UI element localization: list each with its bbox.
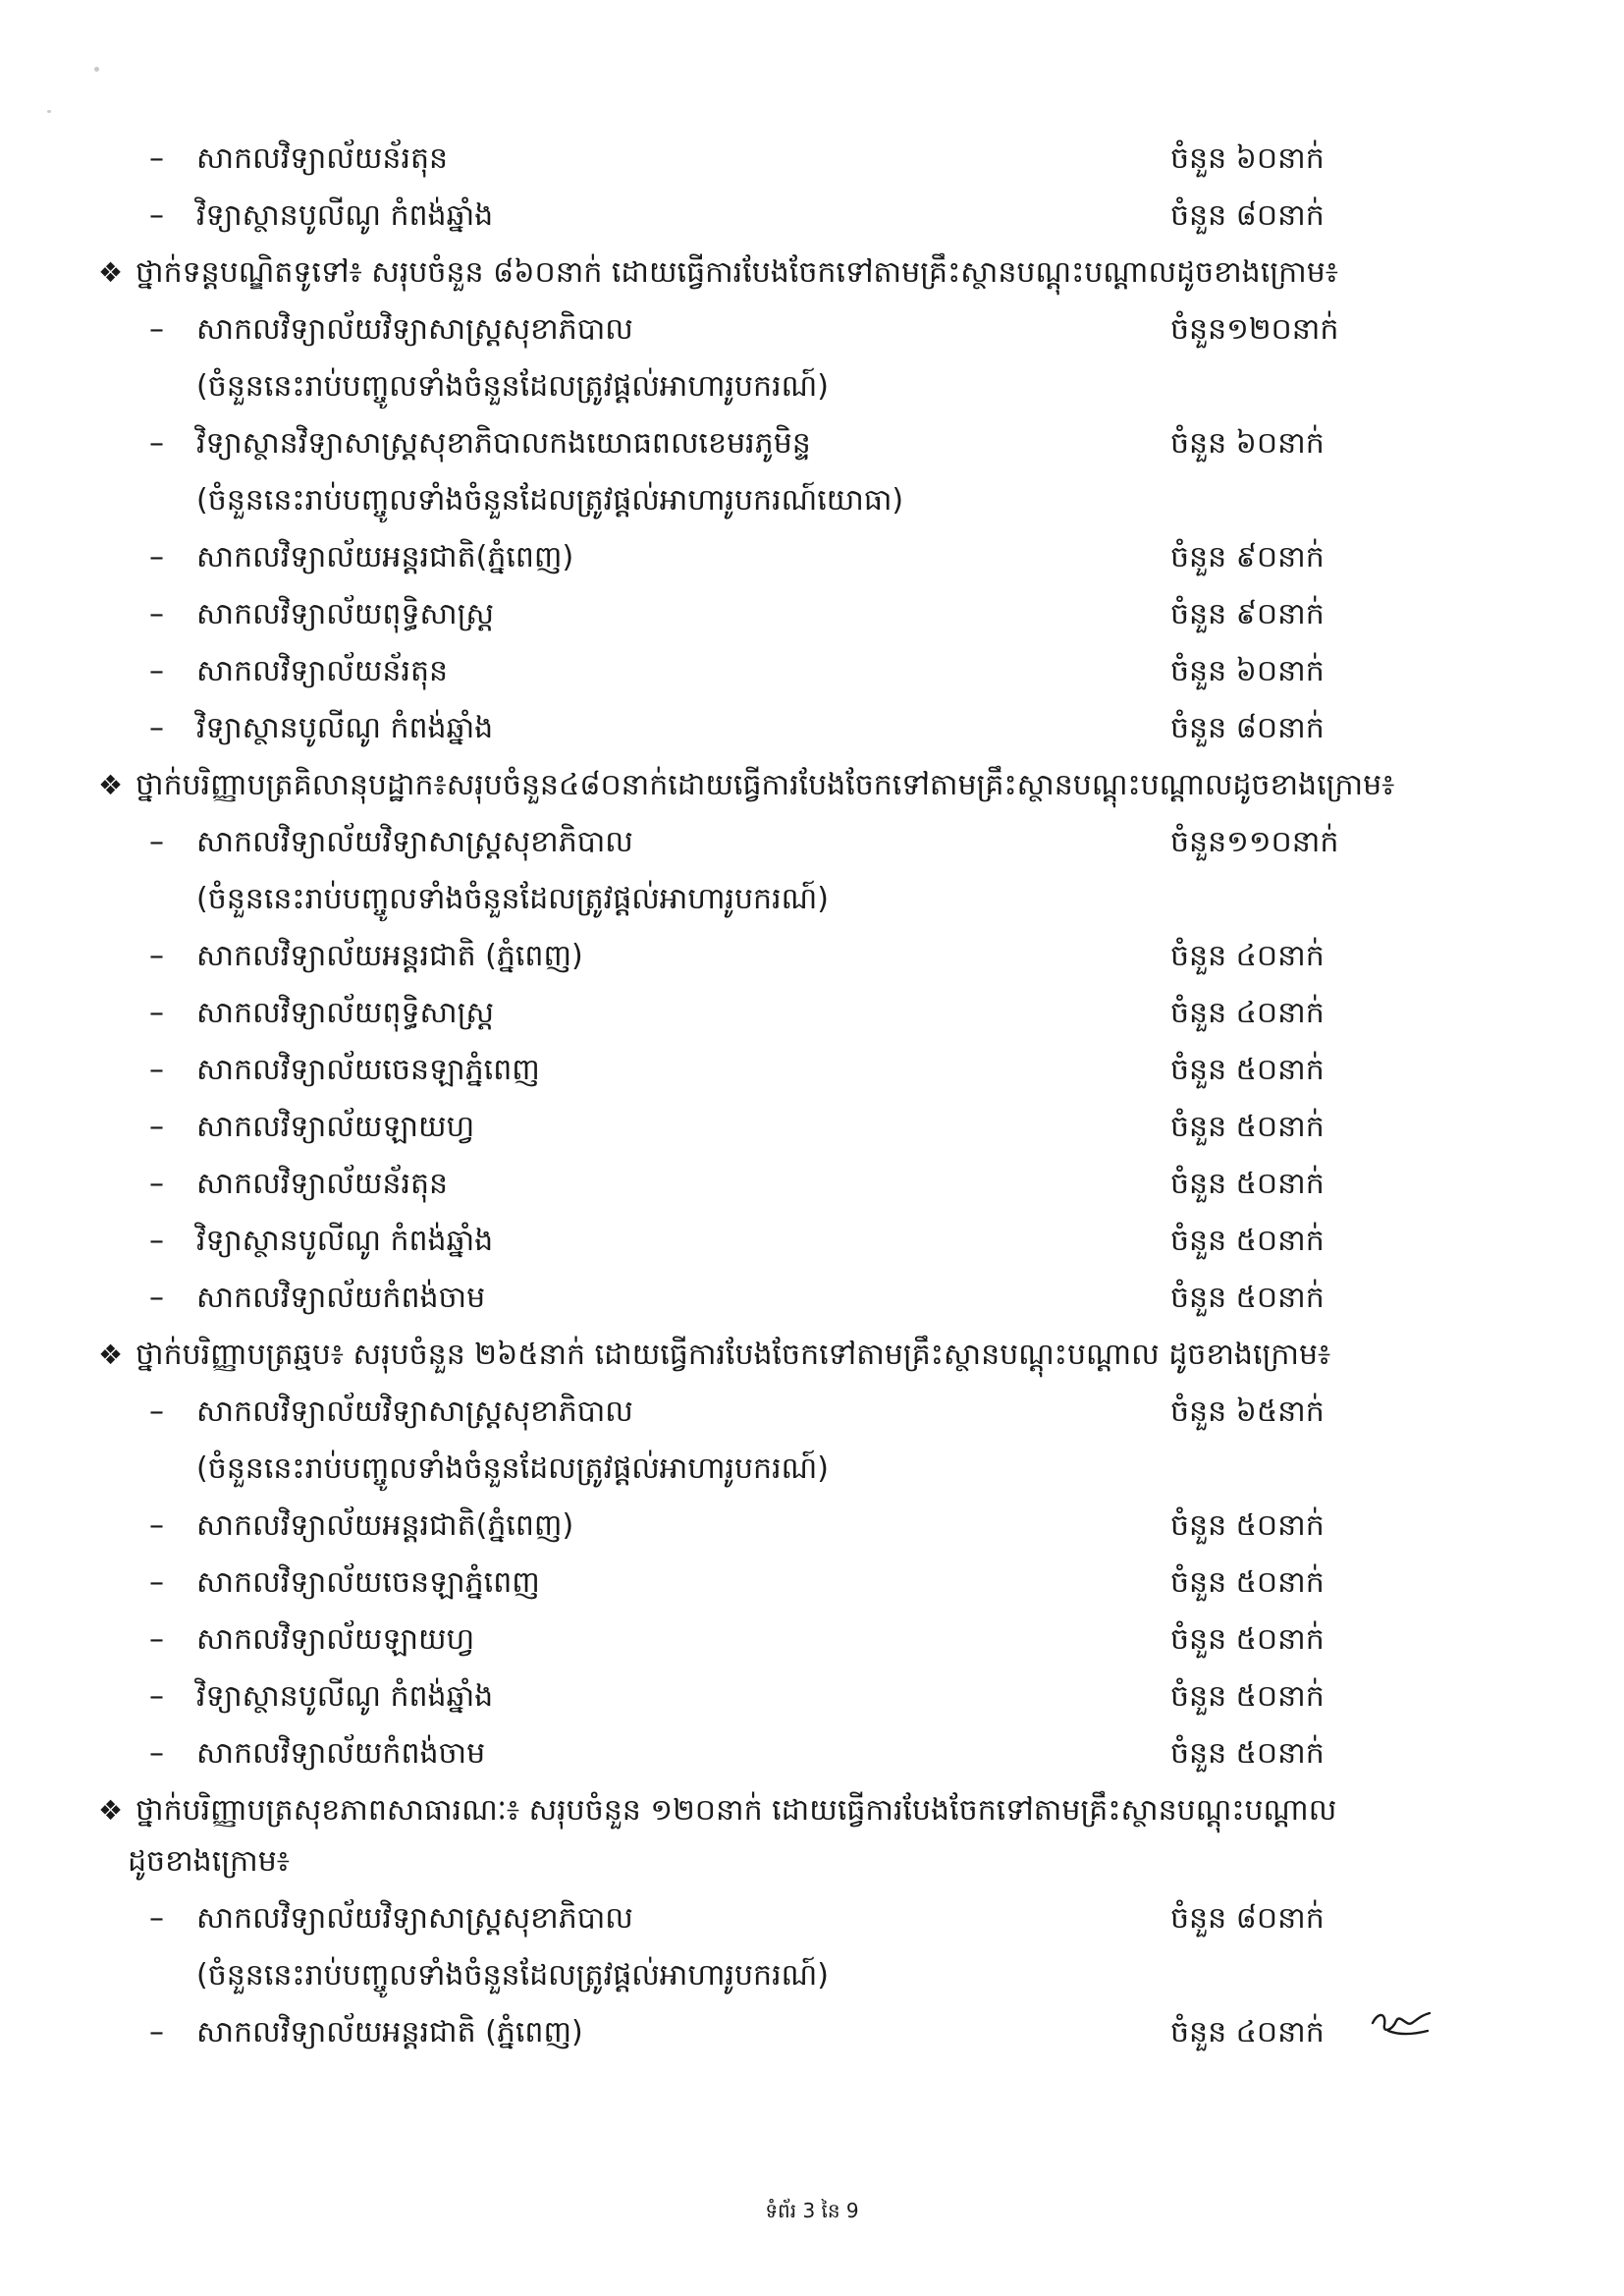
diamond-bullet-icon: ❖ (98, 769, 124, 801)
row-item (0, 1159, 1624, 1210)
institution-name: សាកលវិទ្យាល័យឡាយហ្វ (196, 1622, 475, 1657)
list-dash: – (149, 711, 164, 745)
note-text: (ចំនួននេះរាប់បញ្ចូលទាំងចំនួនដែលត្រូវផ្ដល់អាហារូបករណ៍) (196, 1958, 829, 1993)
quota-count: ចំនួន ៦០នាក់ (1170, 426, 1325, 461)
list-dash: – (149, 597, 164, 631)
list-dash: – (149, 1167, 164, 1201)
row-item (0, 1387, 1624, 1438)
list-dash: – (149, 312, 164, 347)
note-text: (ចំនួននេះរាប់បញ្ចូលទាំងចំនួនដែលត្រូវផ្ដល់អាហារូបករណ៍យោធា) (196, 483, 904, 518)
list-dash: – (149, 1508, 164, 1543)
list-dash: – (149, 1053, 164, 1087)
list-dash: – (149, 1224, 164, 1258)
quota-count: ចំនួន ៥០នាក់ (1170, 1508, 1325, 1543)
institution-name: សាកលវិទ្យាល័យចេនឡាភ្នំពេញ (196, 1053, 540, 1087)
row-item (0, 418, 1624, 469)
list-dash: – (149, 1110, 164, 1144)
row-heading-cont (0, 1836, 1624, 1887)
row-item (0, 1614, 1624, 1666)
list-dash: – (149, 141, 164, 176)
quota-count: ចំនួន ៥០នាក់ (1170, 1281, 1325, 1315)
quota-count: ចំនួន ៥០នាក់ (1170, 1224, 1325, 1258)
row-heading (0, 760, 1624, 811)
row-item (0, 1273, 1624, 1324)
row-item (0, 1893, 1624, 1944)
note-text: (ចំនួននេះរាប់បញ្ចូលទាំងចំនួនដែលត្រូវផ្ដល់អាហារូបករណ៍) (196, 1451, 829, 1486)
institution-name: វិទ្យាស្ថានបូលីណូ កំពង់ឆ្នាំង (196, 711, 494, 745)
institution-name: សាកលវិទ្យាល័យកំពង់ចាម (196, 1736, 486, 1771)
section-heading: ថ្នាក់បរិញ្ញាបត្រសុខភាពសាធារណៈ៖ សរុបចំនួន ១២០នាក់ ដោយធ្វើការបែងចែកទៅតាមគ្រឹះស្ថានបណ្ដុះបណ្ដាល (135, 1793, 1337, 1828)
row-note (0, 1950, 1624, 2001)
institution-name: វិទ្យាស្ថានវិទ្យាសាស្ត្រសុខាភិបាលកងយោធពលខេមរភូមិន្ទ (196, 426, 811, 461)
list-dash: – (149, 996, 164, 1030)
row-item (0, 703, 1624, 754)
page-number: ទំព័រ 3 នៃ 9 (765, 2199, 859, 2222)
section-heading: ថ្នាក់ទន្តបណ្ឌិតទូទៅ៖ សរុបចំនួន ៨៦០នាក់ ដោយធ្វើការបែងចែកទៅតាមគ្រឹះស្ថានបណ្ដុះបណ្ដាលដូចខាងក្រោម៖ (135, 255, 1338, 290)
quota-count: ចំនួន ៩០នាក់ (1170, 597, 1325, 631)
quota-count: ចំនួន ៤០នាក់ (1170, 939, 1325, 973)
row-item (0, 1558, 1624, 1609)
row-item (0, 589, 1624, 640)
row-note (0, 475, 1624, 526)
row-item (0, 2007, 1624, 2058)
list-dash: – (149, 1565, 164, 1600)
quota-count: ចំនួន ៦០នាក់ (1170, 141, 1325, 176)
row-item (0, 1671, 1624, 1722)
row-note (0, 361, 1624, 412)
note-text: (ចំនួននេះរាប់បញ្ចូលទាំងចំនួនដែលត្រូវផ្ដល់អាហារូបករណ៍) (196, 369, 829, 404)
list-dash: – (149, 1622, 164, 1657)
section-heading: ថ្នាក់បរិញ្ញាបត្រគិលានុបដ្ឋាក៖សរុបចំនួន៤៨០នាក់ដោយធ្វើការបែងចែកទៅតាមគ្រឹះស្ថានបណ្ដុះបណ្ដាលដូចខាងក្រោម៖ (135, 768, 1395, 802)
row-item (0, 1216, 1624, 1267)
quota-count: ចំនួន ៤០នាក់ (1170, 996, 1325, 1030)
institution-name: សាកលវិទ្យាល័យកំពង់ចាម (196, 1281, 486, 1315)
institution-name: សាកលវិទ្យាល័យអន្តរជាតិ (ភ្នំពេញ) (196, 939, 583, 973)
list-dash: – (149, 2015, 164, 2050)
row-item (0, 1102, 1624, 1153)
row-item (0, 988, 1624, 1039)
quota-count: ចំនួន ៥០នាក់ (1170, 1679, 1325, 1714)
quota-count: ចំនួន ៩០នាក់ (1170, 540, 1325, 574)
diamond-bullet-icon: ❖ (98, 1794, 124, 1827)
list-dash: – (149, 1281, 164, 1315)
quota-count: ចំនួន ៦៥នាក់ (1170, 1394, 1325, 1429)
institution-name: សាកលវិទ្យាល័យវិទ្យាសាស្ត្រសុខាភិបាល (196, 312, 633, 347)
list-dash: – (149, 1736, 164, 1771)
list-dash: – (149, 654, 164, 688)
quota-count: ចំនួន ៥០នាក់ (1170, 1110, 1325, 1144)
institution-name: សាកលវិទ្យាល័យពុទ្ធិសាស្ត្រ (196, 996, 495, 1030)
institution-name: វិទ្យាស្ថានបូលីណូ កំពង់ឆ្នាំង (196, 1224, 494, 1258)
scan-speck (94, 67, 99, 72)
quota-count: ចំនួន ៨០នាក់ (1170, 198, 1325, 233)
institution-name: សាកលវិទ្យាល័យចេនឡាភ្នំពេញ (196, 1565, 540, 1600)
institution-name: សាកលវិទ្យាល័យវិទ្យាសាស្ត្រសុខាភិបាល (196, 825, 633, 859)
quota-count: ចំនួន ៥០នាក់ (1170, 1565, 1325, 1600)
row-item (0, 191, 1624, 242)
note-text: (ចំនួននេះរាប់បញ្ចូលទាំងចំនួនដែលត្រូវផ្ដល់អាហារូបករណ៍) (196, 882, 829, 916)
quota-count: ចំនួន១១០នាក់ (1170, 825, 1339, 859)
institution-name: សាកលវិទ្យាល័យអន្តរជាតិ (ភ្នំពេញ) (196, 2015, 583, 2050)
institution-name: សាកលវិទ្យាល័យន័រតុន (196, 654, 449, 688)
quota-count: ចំនួន ៦០នាក់ (1170, 654, 1325, 688)
row-item (0, 532, 1624, 583)
section-heading: ថ្នាក់បរិញ្ញាបត្រឆ្មប៖ សរុបចំនួន ២៦៥នាក់ ដោយធ្វើការបែងចែកទៅតាមគ្រឹះស្ថានបណ្ដុះបណ្ដាល ដូចខាងក្រោម៖ (135, 1338, 1331, 1372)
scan-speck (47, 110, 51, 113)
quota-count: ចំនួន១២០នាក់ (1170, 312, 1339, 347)
section-heading-continued: ដូចខាងក្រោម៖ (128, 1844, 290, 1879)
institution-name: សាកលវិទ្យាល័យពុទ្ធិសាស្ត្រ (196, 597, 495, 631)
institution-name: សាកលវិទ្យាល័យឡាយហ្វ (196, 1110, 475, 1144)
list-dash: – (149, 198, 164, 233)
row-item (0, 931, 1624, 982)
institution-name: វិទ្យាស្ថានបូលីណូ កំពង់ឆ្នាំង (196, 198, 494, 233)
list-dash: – (149, 1394, 164, 1429)
row-item (0, 1501, 1624, 1552)
row-item (0, 817, 1624, 868)
row-item (0, 134, 1624, 185)
list-dash: – (149, 1679, 164, 1714)
institution-name: សាកលវិទ្យាល័យវិទ្យាសាស្ត្រសុខាភិបាល (196, 1901, 633, 1936)
diamond-bullet-icon: ❖ (98, 1339, 124, 1371)
list-dash: – (149, 939, 164, 973)
row-heading (0, 247, 1624, 299)
row-item (0, 304, 1624, 355)
row-item (0, 646, 1624, 697)
row-note (0, 1444, 1624, 1495)
institution-name: វិទ្យាស្ថានបូលីណូ កំពង់ឆ្នាំង (196, 1679, 494, 1714)
institution-name: សាកលវិទ្យាល័យន័រតុន (196, 141, 449, 176)
row-note (0, 874, 1624, 925)
quota-count: ចំនួន ៥០នាក់ (1170, 1622, 1325, 1657)
row-item (0, 1045, 1624, 1096)
row-heading (0, 1785, 1624, 1836)
row-item (0, 1728, 1624, 1779)
institution-name: សាកលវិទ្យាល័យវិទ្យាសាស្ត្រសុខាភិបាល (196, 1394, 633, 1429)
quota-count: ចំនួន ៥០នាក់ (1170, 1053, 1325, 1087)
institution-name: សាកលវិទ្យាល័យអន្តរជាតិ(ភ្នំពេញ) (196, 1508, 574, 1543)
quota-count: ចំនួន ៨០នាក់ (1170, 1901, 1325, 1936)
list-dash: – (149, 426, 164, 461)
list-dash: – (149, 825, 164, 859)
diamond-bullet-icon: ❖ (98, 256, 124, 289)
quota-count: ចំនួន ៥០នាក់ (1170, 1167, 1325, 1201)
list-dash: – (149, 1901, 164, 1936)
quota-count: ចំនួន ៤០នាក់ (1170, 2015, 1325, 2050)
quota-count: ចំនួន ៨០នាក់ (1170, 711, 1325, 745)
institution-name: សាកលវិទ្យាល័យអន្តរជាតិ(ភ្នំពេញ) (196, 540, 574, 574)
handwritten-initials (1369, 2001, 1434, 2041)
quota-count: ចំនួន ៥០នាក់ (1170, 1736, 1325, 1771)
institution-name: សាកលវិទ្យាល័យន័រតុន (196, 1167, 449, 1201)
list-dash: – (149, 540, 164, 574)
row-heading (0, 1330, 1624, 1381)
